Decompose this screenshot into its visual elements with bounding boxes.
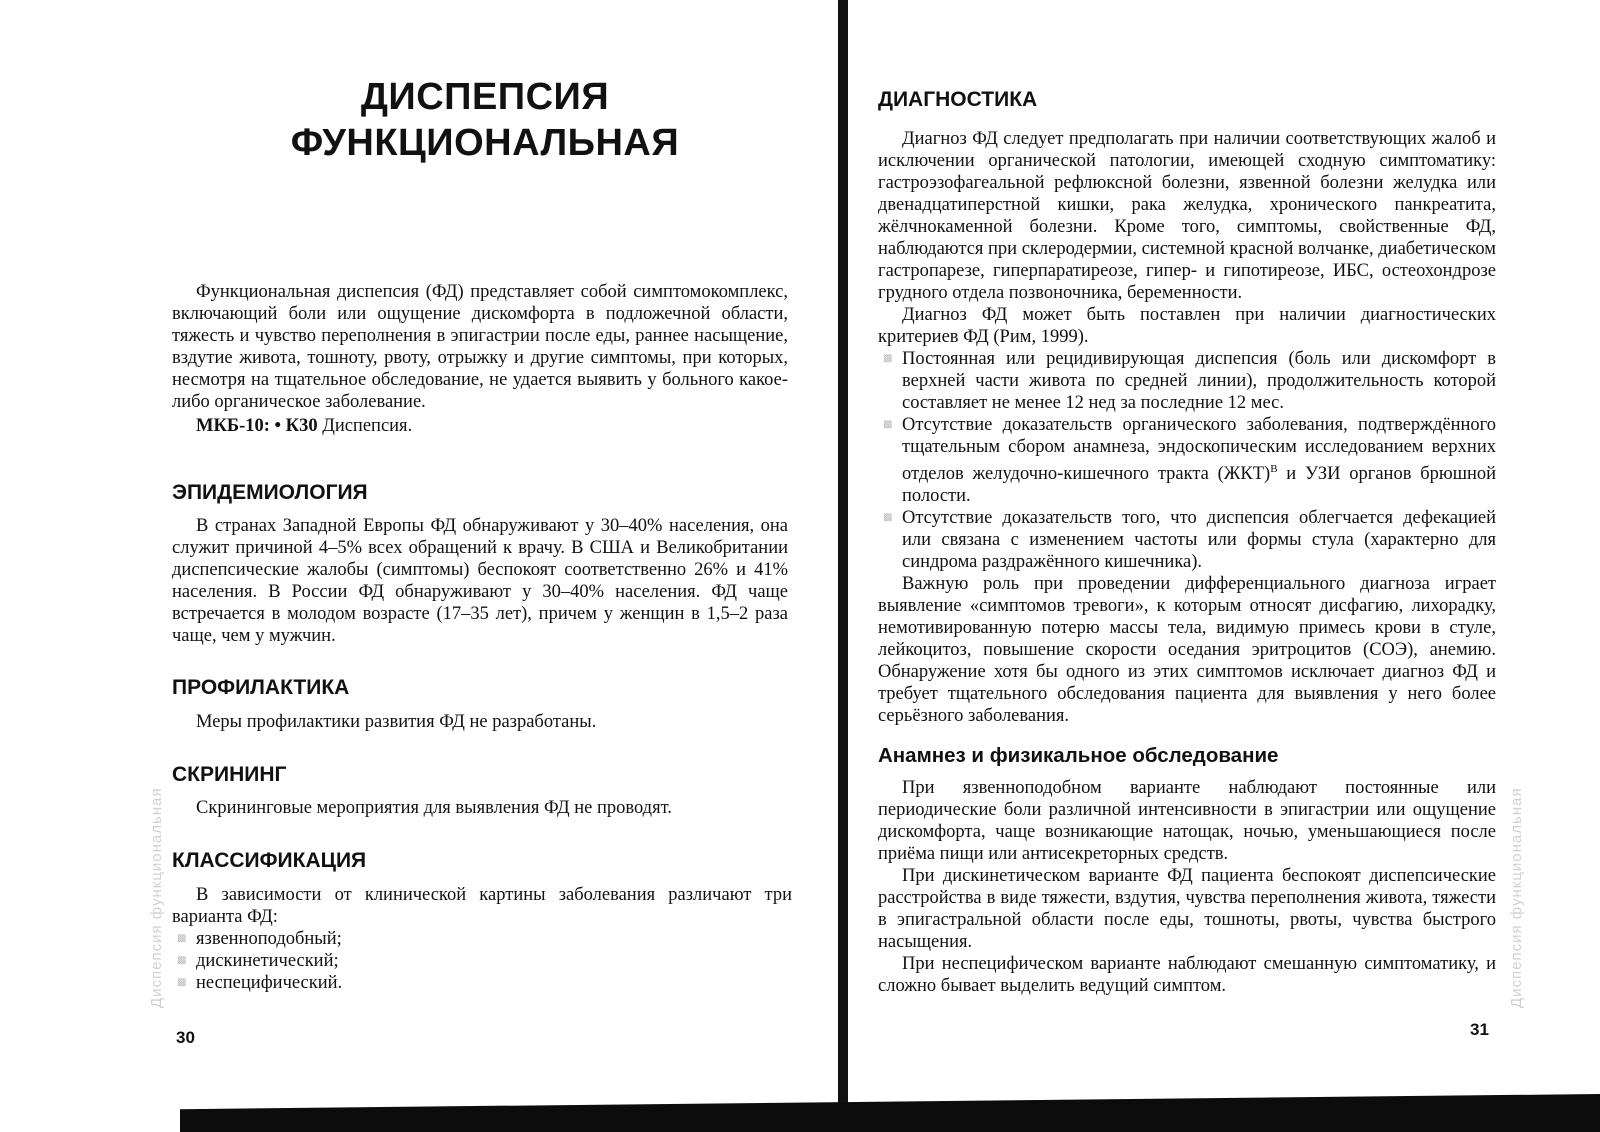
epidemiology-paragraph: В странах Западной Европы ФД обнаруживают у 30–40% населения, она служит причиной 4–5% всех обращений к врачу. В США и Великобритании диспепсические жалобы (симптомы) беспокоят соответственно 26% и 41% населения. В России ФД обнаруживают у 30–40% населения. ФД чаще встречается в молодом возрасте (17–35 лет), причем у женщин в 1,5–2 раза чаще, чем у мужчин. <box>172 516 788 646</box>
prophylaxis-block <box>172 711 788 733</box>
page-number: 30 <box>176 1028 195 1047</box>
anamnesis-heading: Анамнез и физикальное обследование <box>878 744 1279 767</box>
classification-paragraph: В зависимости от клинической картины заболевания различают три варианта ФД: <box>172 885 792 927</box>
intro-paragraph: Функциональная диспепсия (ФД) представляет собой симптомокомплекс, включающий боли или ощущение дискомфорта в подложечной области, тяжесть и чувство переполнения в эпигастрии после еды, раннее насыщение, вздутие живота, тошноту, рвоту, отрыжку и другие симптомы, при которых, несмотря на тщательное обследование, не удается выявить у больного какое-либо органическое заболевание. <box>172 282 788 412</box>
diagnostics-paragraph-2: Диагноз ФД может быть поставлен при наличии диагностических критериев ФД (Рим, 1999). <box>878 305 1496 347</box>
icd-line <box>172 415 788 437</box>
page-number: 31 <box>1470 1020 1489 1039</box>
screening-block <box>172 797 788 819</box>
anamnesis-block <box>878 777 1496 997</box>
screening-paragraph: Скрининговые мероприятия для выявления ФД не проводят. <box>196 798 672 818</box>
diagnostics-paragraph-3: Важную роль при проведении дифференциального диагноза играет выявление «симптомов тревоги», к которым относят дисфагию, лихорадку, немотивированную потерю массы тела, видимую примесь крови в стуле, лейкоцитоз, повышение скорости оседания эритроцитов (СОЭ), анемию. Обнаружение хотя бы одного из этих симптомов исключает диагноз ФД и требует тщательного обследования пациента для выявления у него более серьёзного заболевания. <box>878 574 1496 727</box>
list-item: ▩ дискинетический; <box>177 951 339 971</box>
bullet-icon: ▩ <box>177 955 187 966</box>
list-item: ▩ Постоянная или рецидивирующая диспепсия (боль или дискомфорт в верхней части живота по средней линии), продолжительность которой составляет не менее 12 нед за последние 12 мес. <box>883 349 1496 413</box>
bullet-icon: ▩ <box>883 353 893 364</box>
screening-heading: СКРИНИНГ <box>172 763 287 786</box>
epidemiology-heading: ЭПИДЕМИОЛОГИЯ <box>172 481 368 504</box>
chapter-title-line2: ФУНКЦИОНАЛЬНАЯ <box>290 122 680 164</box>
running-side-title: Диспепсия функциональная <box>148 787 165 1008</box>
epidemiology-block <box>172 515 788 647</box>
intro-block <box>172 281 788 437</box>
anamnesis-paragraph-3: При неспецифическом варианте наблюдают смешанную симптоматику, и сложно бывает выделить ведущий симптом. <box>878 954 1496 996</box>
anamnesis-paragraph-2: При дискинетическом варианте ФД пациента беспокоят диспепсические расстройства в виде тяжести, вздутия, чувства переполнения живота, тяжести в эпигастральной области после еды, тошноты, рвоты, чувства быстрого насыщения. <box>878 866 1496 952</box>
icd-text: Диспепсия. <box>317 416 413 436</box>
list-item: ▩ Отсутствие доказательств органического заболевания, подтверждённого тщательным сбором анамнеза, эндоскопическим исследованием верхних отделов желудочно-кишечного тракта (ЖКТ)$^В$ и УЗИ органов брюшной полости. <box>883 415 1496 507</box>
evidence-level: В <box>1270 463 1278 475</box>
classification-block <box>172 884 792 994</box>
diagnostics-paragraph-1: Диагноз ФД следует предполагать при наличии соответствующих жалоб и исключении органической патологии, имеющей сходную симптоматику: гастроэзофагеальной рефлюксной болезни, язвенной болезни желудка или двенадцатиперстной кишки, рака желудка, хронического панкреатита, жёлчнокаменной болезни. Кроме того, симптомы, свойственные ФД, наблюдаются при склеродермии, системной красной волчанке, диабетическом гастропарезе, гиперпаратиреозе, гипер- и гипотиреозе, ИБС, остеохондрозе грудного отдела позвоночника, беременности. <box>878 129 1496 303</box>
diagnostics-block <box>878 128 1496 727</box>
list-item: ▩ язвенноподобный; <box>177 929 342 949</box>
anamnesis-paragraph-1: При язвенноподобном варианте наблюдают постоянные или периодические боли различной интенсивности в эпигастрии или ощущение дискомфорта, чаще возникающие натощак, ночью, уменьшающиеся после приёма пищи или антисекреторных средств. <box>878 778 1496 864</box>
bullet-icon: ▩ <box>177 933 187 944</box>
list-item: ▩ Отсутствие доказательств того, что диспепсия облегчается дефекацией или связана с изменением частоты или формы стула (характерно для синдрома раздражённого кишечника). <box>883 508 1496 573</box>
book-gutter <box>838 0 848 1105</box>
list-item: ▩ неспецифический. <box>177 973 343 993</box>
prophylaxis-heading: ПРОФИЛАКТИКА <box>172 676 350 699</box>
chapter-title <box>170 74 800 166</box>
criteria-list <box>878 348 1496 573</box>
right-page <box>848 0 1600 1100</box>
diagnostics-heading: ДИАГНОСТИКА <box>878 88 1038 111</box>
classification-heading: КЛАССИФИКАЦИЯ <box>172 849 367 872</box>
icd-label: МКБ-10: • К30 <box>196 416 318 436</box>
running-side-title: Диспепсия функциональная <box>1508 787 1525 1008</box>
prophylaxis-paragraph: Меры профилактики развития ФД не разработаны. <box>196 712 597 732</box>
classification-list <box>172 928 792 994</box>
bullet-icon: ▩ <box>177 977 187 988</box>
bullet-icon: ▩ <box>883 512 893 524</box>
bullet-icon: ▩ <box>883 419 893 430</box>
chapter-title-line1: ДИСПЕПСИЯ <box>360 76 610 118</box>
